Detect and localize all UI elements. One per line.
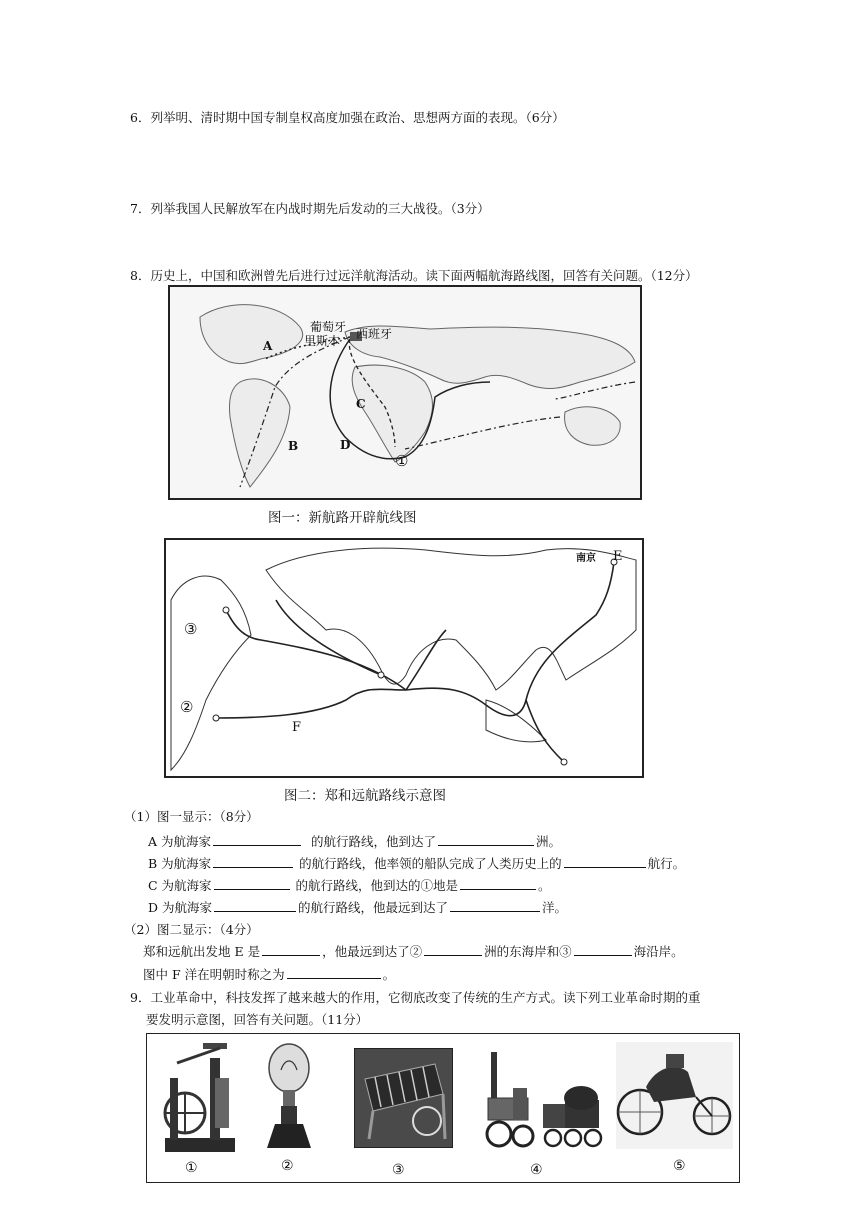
label-portugal: 葡萄牙 <box>310 320 347 334</box>
blank-d-navigator[interactable] <box>214 899 296 912</box>
question-9-line-1: 9．工业革命中，科技发挥了越来越大的作用，它彻底改变了传统的生产方式。读下列工业革命时期的重 <box>130 990 701 1005</box>
blank-sea-3[interactable] <box>574 943 632 956</box>
label-nanjing: 南京 <box>576 553 596 564</box>
spinning-machine-picture <box>354 1048 453 1148</box>
figure-2-caption: 图二：郑和远航路线示意图 <box>284 788 446 804</box>
blank-b-voyage[interactable] <box>564 855 646 868</box>
indian-ocean-map-svg <box>166 540 642 776</box>
route-label-d: D <box>340 438 351 452</box>
blank-continent-2[interactable] <box>424 943 482 956</box>
blank-a-navigator[interactable] <box>213 833 301 846</box>
marker-circle-1: ① <box>395 452 409 470</box>
label-lisbon: 里斯本 <box>304 334 341 348</box>
p2-text-2: ，他最远到达了② <box>322 944 423 959</box>
blank-a-continent[interactable] <box>438 833 534 846</box>
question-9-line-2: 要发明示意图，回答有关问题。（11分） <box>146 1012 369 1027</box>
invention-label-2: ② <box>281 1158 294 1174</box>
question-8: 8．历史上，中国和欧洲曾先后进行过远洋航海活动。读下面两幅航海路线图，回答有关问题。（12分） <box>130 268 698 283</box>
line-d-text-2: 的航行路线，他最远到达了 <box>298 900 449 915</box>
invention-label-5: ⑤ <box>673 1158 686 1174</box>
blank-d-ocean[interactable] <box>450 899 540 912</box>
line-a-text-3: 洲。 <box>535 834 561 849</box>
automobile-picture <box>616 1042 733 1149</box>
line-b-text-1: B 为航海家 <box>148 856 212 871</box>
route-label-a: A <box>263 339 273 353</box>
zhenghe-route-map <box>164 538 644 778</box>
route-label-b: B <box>288 439 299 453</box>
figure-1-caption: 图一：新航路开辟航线图 <box>268 510 417 526</box>
label-spain: 西班牙 <box>356 327 393 341</box>
part-1-line-c <box>148 877 551 894</box>
steam-engine-picture <box>155 1038 241 1158</box>
p2-text-3: 洲的东海岸和③ <box>484 944 572 959</box>
marker-circle-3: ③ <box>184 620 198 638</box>
line-d-text-1: D 为航海家 <box>148 900 212 915</box>
line-d-text-3: 洋。 <box>542 900 568 915</box>
route-label-c: C <box>356 397 366 411</box>
line-b-text-2: 的航行路线，他率领的船队完成了人类历史上的 <box>299 856 562 871</box>
invention-label-4: ④ <box>530 1162 543 1178</box>
p2-text-4: 海沿岸。 <box>633 944 684 959</box>
blank-c-navigator[interactable] <box>214 877 290 890</box>
part-1-line-b <box>148 855 685 872</box>
part-1-line-a <box>148 833 561 850</box>
blank-c-place[interactable] <box>460 877 536 890</box>
part-1-line-d <box>148 899 567 916</box>
line-c-text-2: 的航行路线，他到达的①地是 <box>295 878 459 893</box>
new-route-map <box>168 285 642 500</box>
part-2-line-1 <box>143 943 684 960</box>
invention-label-3: ③ <box>392 1162 405 1178</box>
label-e: E <box>613 549 623 564</box>
blank-ocean-f[interactable] <box>287 966 381 979</box>
locomotive-picture <box>483 1048 607 1156</box>
label-f: F <box>292 720 302 735</box>
line-c-text-3: 。 <box>538 878 551 893</box>
light-bulb-picture <box>261 1040 317 1158</box>
part-2-heading: （2）图二显示：（4分） <box>124 922 259 937</box>
question-7: 7．列举我国人民解放军在内战时期先后发动的三大战役。（3分） <box>130 201 490 216</box>
part-1-heading: （1）图一显示：（8分） <box>124 809 259 824</box>
line-c-text-1: C 为航海家 <box>148 878 212 893</box>
spinning-machine-svg <box>355 1049 452 1147</box>
p2-text-1: 郑和远航出发地 E 是 <box>143 944 261 959</box>
inventions-panel <box>146 1033 740 1183</box>
invention-label-1: ① <box>185 1160 198 1176</box>
line-a-text-1: A 为航海家 <box>148 834 212 849</box>
question-6: 6．列举明、清时期中国专制皇权高度加强在政治、思想两方面的表现。（6分） <box>130 110 565 125</box>
p2-text-5: 图中 F 洋在明朝时称之为 <box>143 967 285 982</box>
part-2-line-2 <box>143 966 395 983</box>
p2-text-6: 。 <box>382 967 396 982</box>
marker-circle-2: ② <box>180 698 194 716</box>
line-a-text-2: 的航行路线，他到达了 <box>310 834 436 849</box>
blank-b-navigator[interactable] <box>213 855 293 868</box>
blank-e-origin[interactable] <box>262 943 320 956</box>
line-b-text-3: 航行。 <box>647 856 686 871</box>
automobile-svg <box>616 1042 733 1149</box>
